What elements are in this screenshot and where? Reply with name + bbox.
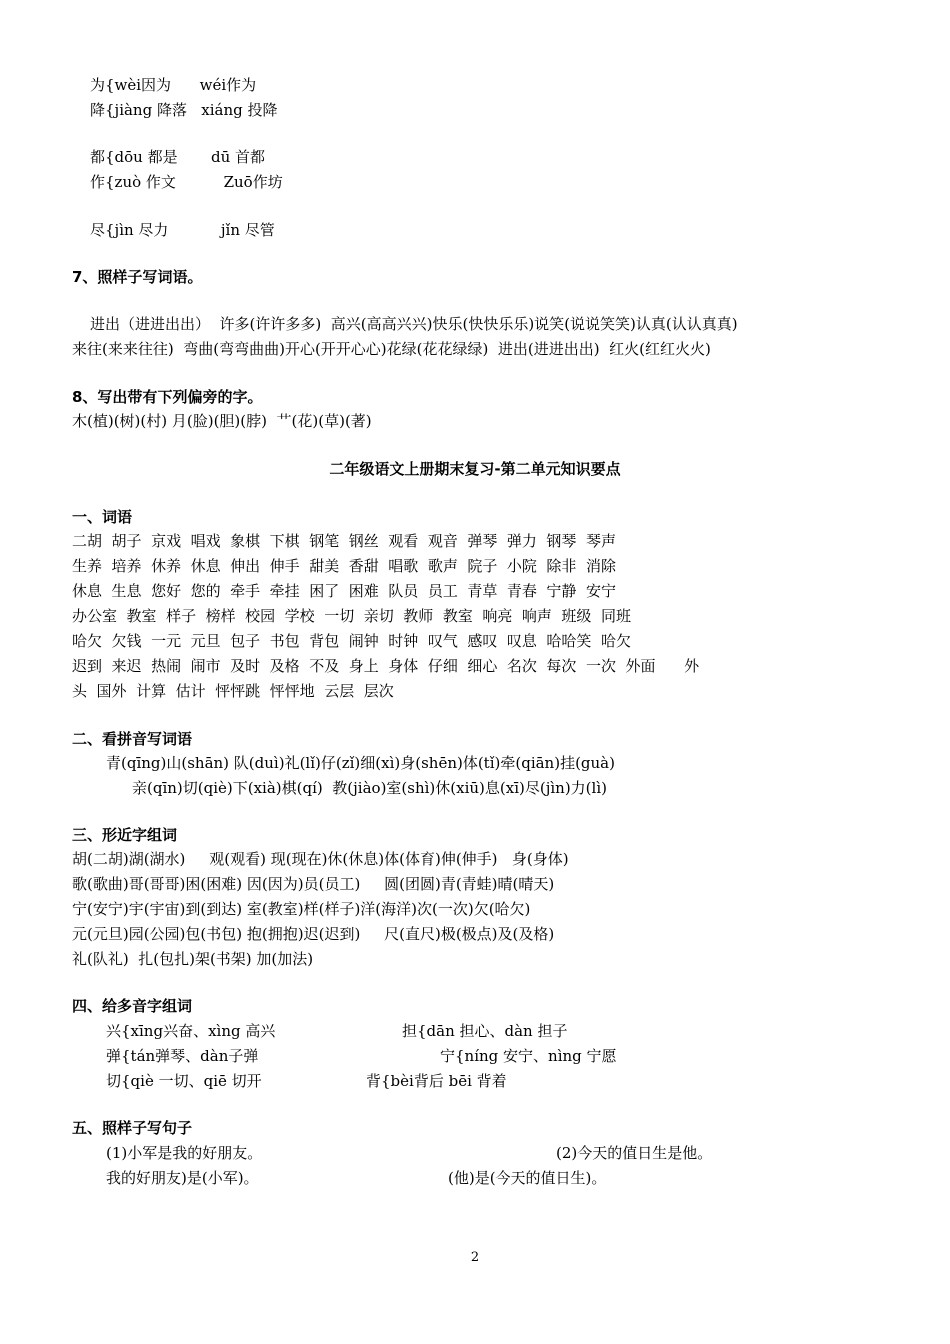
text-line: 来往(来来往往) 弯曲(弯弯曲曲)开心(开开心心)花绿(花花绿绿) 进出(进进出出) 红火(红红火火): [72, 340, 711, 358]
pinyin-line: 青(qīng)山(shān) 队(duì)礼(lǐ)仔(zǐ)细(xì)身(shēn)体(tǐ)牵(qiān)挂(guà): [106, 754, 615, 772]
word-row: 二胡 胡子 京戏 唱戏 象棋 下棋 钢笔 钢丝 观看 观音 弹琴 弹力 钢琴 琴声: [72, 532, 616, 550]
polyphone-line: 都{dōu 都是 dū 首都: [90, 148, 266, 166]
section-heading: 三、形近字组词: [72, 826, 178, 844]
word-row: 生养 培养 休养 休息 伸出 伸手 甜美 香甜 唱歌 歌声 院子 小院 除非 消除: [72, 557, 616, 575]
sentence: (2)今天的值日生是他。: [556, 1144, 713, 1162]
polyphone-line: 降{jiàng 降落 xiáng 投降: [90, 101, 278, 119]
unit-title: 二年级语文上册期末复习-第二单元知识要点: [329, 460, 621, 478]
polyphone-line: 为{wèi因为 wéi作为: [90, 76, 257, 94]
section-heading: 8、写出带有下列偏旁的字。: [72, 388, 263, 406]
page-number: 2: [470, 1250, 480, 1265]
polyphone-entry: 担{dān 担心、dàn 担子: [402, 1022, 568, 1040]
text-line: 进出（进进出出） 许多(许许多多) 高兴(高高兴兴)快乐(快快乐乐)说笑(说说笑笑)认真(认认真真): [90, 315, 738, 333]
polyphone-entry: 宁{níng 安宁、nìng 宁愿: [440, 1047, 617, 1065]
section-heading: 四、给多音字组词: [72, 997, 193, 1015]
text-line: 宁(安宁)宇(宇宙)到(到达) 室(教室)样(样子)洋(海洋)次(一次)欠(哈欠): [72, 900, 531, 918]
polyphone-entry: 切{qiè 一切、qiē 切开: [106, 1072, 262, 1090]
polyphone-line: 尽{jìn 尽力 jǐn 尽管: [90, 221, 275, 239]
word-row: 迟到 来迟 热闹 闹市 及时 及格 不及 身上 身体 仔细 细心 名次 每次 一次 外面 外: [72, 657, 700, 675]
word-row: 休息 生息 您好 您的 牵手 牵挂 困了 困难 队员 员工 青草 青春 宁静 安宁: [72, 582, 616, 600]
word-row: 办公室 教室 样子 榜样 校园 学校 一切 亲切 教师 教室 响亮 响声 班级 同班: [72, 607, 631, 625]
text-line: 木(植)(树)(村) 月(脸)(胆)(脖) 艹(花)(草)(著): [72, 412, 372, 430]
word-row: 头 国外 计算 估计 怦怦跳 怦怦地 云层 层次: [72, 682, 394, 700]
text-line: 胡(二胡)湖(湖水) 观(观看) 现(现在)休(休息)体(体育)伸(伸手) 身(身体): [72, 850, 569, 868]
polyphone-line: 作{zuò 作文 Zuō作坊: [90, 173, 283, 191]
text-line: 歌(歌曲)哥(哥哥)困(困难) 因(因为)员(员工) 圆(团圆)青(青蛙)晴(晴天): [72, 875, 555, 893]
text-line: 礼(队礼) 扎(包扎)架(书架) 加(加法): [72, 950, 314, 968]
text-line: 元(元旦)园(公园)包(书包) 抱(拥抱)迟(迟到) 尺(直尺)极(极点)及(及格): [72, 925, 555, 943]
polyphone-entry: 弹{tán弹琴、dàn子弹: [106, 1047, 259, 1065]
polyphone-entry: 兴{xīng兴奋、xìng 高兴: [106, 1022, 276, 1040]
polyphone-entry: 背{bèi背后 bēi 背着: [366, 1072, 507, 1090]
sentence: 我的好朋友)是(小军)。: [106, 1169, 259, 1187]
section-heading: 7、照样子写词语。: [72, 268, 203, 286]
section-heading: 一、词语: [72, 508, 133, 526]
section-heading: 二、看拼音写词语: [72, 730, 193, 748]
section-heading: 五、照样子写句子: [72, 1119, 193, 1137]
word-row: 哈欠 欠钱 一元 元旦 包子 书包 背包 闹钟 时钟 叹气 感叹 叹息 哈哈笑 哈欠: [72, 632, 631, 650]
sentence: (他)是(今天的值日生)。: [448, 1169, 607, 1187]
sentence: (1)小军是我的好朋友。: [106, 1144, 263, 1162]
pinyin-line: 亲(qīn)切(qiè)下(xià)棋(qí) 教(jiào)室(shì)休(xiū)息(xī)尽(jìn)力(lì): [132, 779, 607, 797]
